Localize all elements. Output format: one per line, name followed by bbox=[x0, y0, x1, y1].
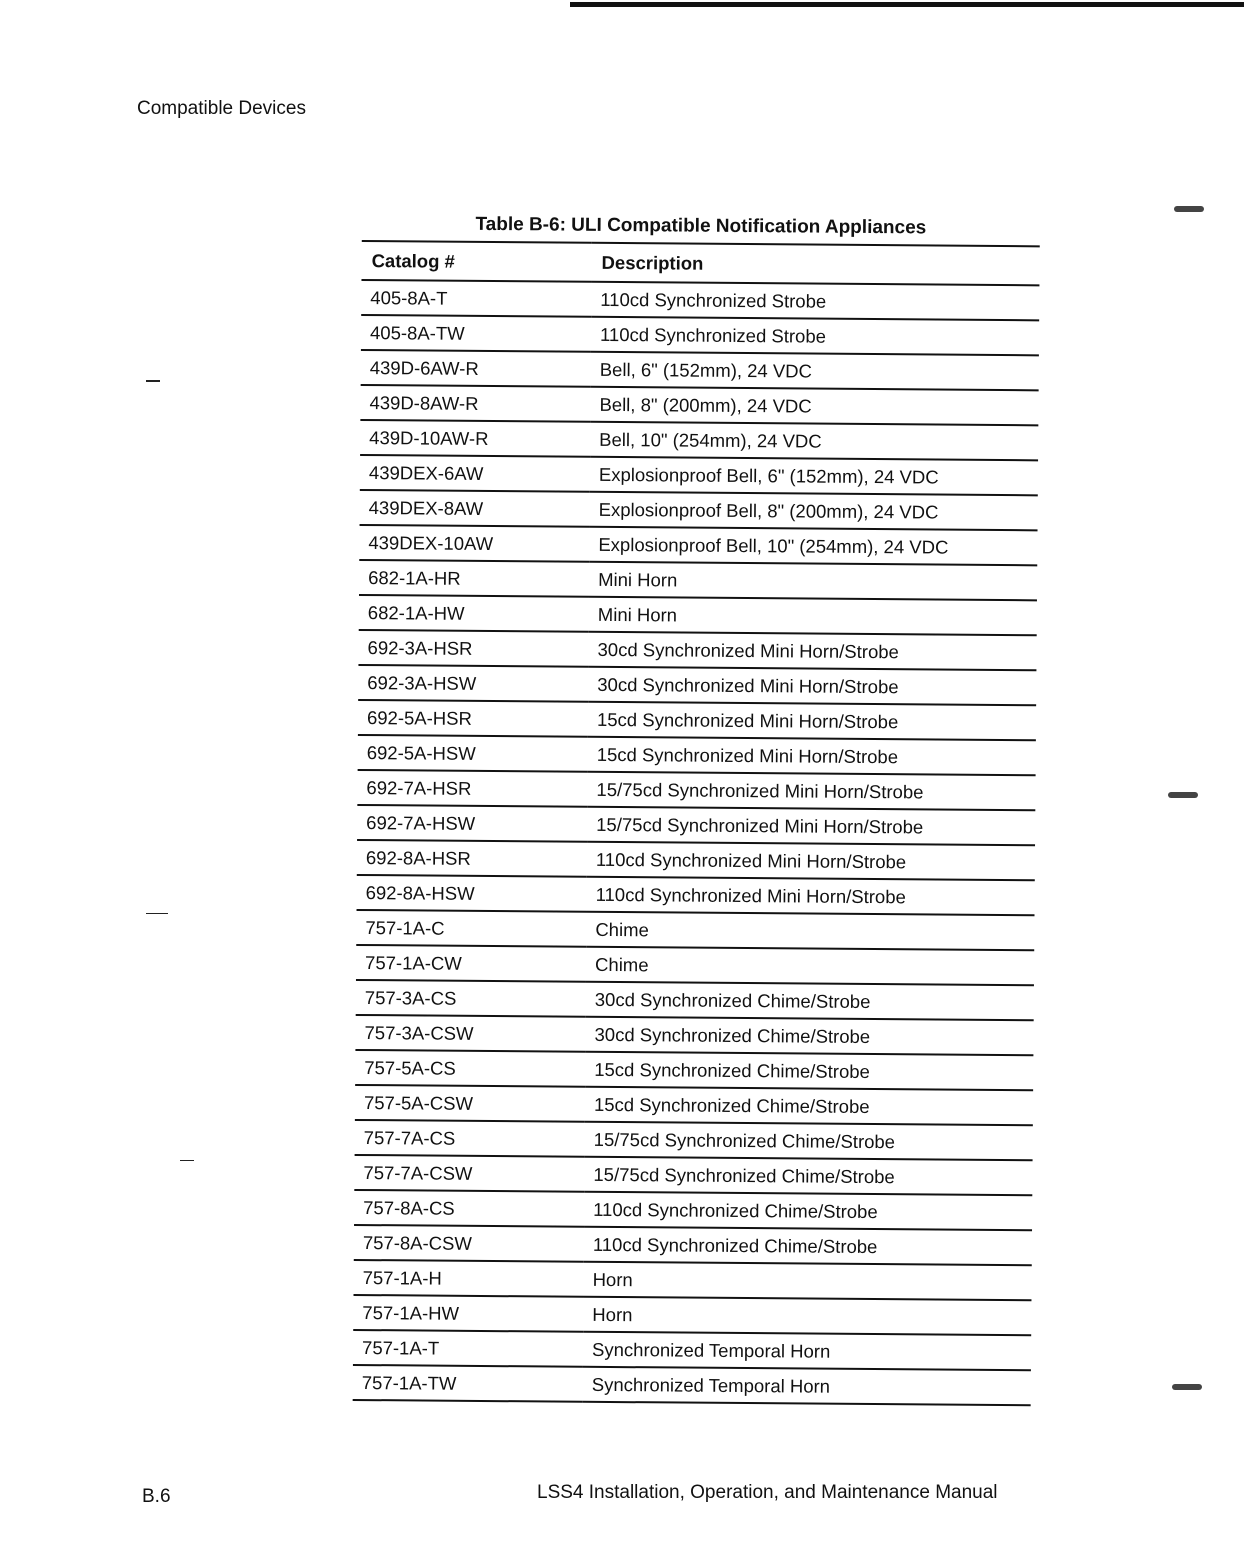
page-number: B.6 bbox=[142, 1486, 171, 1507]
catalog-cell: 439D-6AW-R bbox=[361, 350, 591, 387]
table-row bbox=[358, 630, 1036, 670]
table-row bbox=[354, 1225, 1032, 1265]
table-caption: Table B-6: ULI Compatible Notification Appliances bbox=[475, 213, 927, 239]
description-cell: 15/75cd Synchronized Chime/Strobe bbox=[584, 1157, 1032, 1196]
description-cell: 110cd Synchronized Chime/Strobe bbox=[584, 1227, 1032, 1266]
description-cell: Bell, 10" (254mm), 24 VDC bbox=[590, 422, 1038, 461]
table-row bbox=[361, 315, 1039, 355]
description-cell: Explosionproof Bell, 8" (200mm), 24 VDC bbox=[590, 492, 1038, 531]
description-cell: Chime bbox=[586, 912, 1034, 951]
catalog-cell: 439DEX-10AW bbox=[359, 525, 589, 562]
description-cell: 30cd Synchronized Chime/Strobe bbox=[585, 1017, 1033, 1056]
description-cell: Horn bbox=[583, 1262, 1031, 1301]
description-cell: Chime bbox=[586, 947, 1034, 986]
catalog-cell: 439D-10AW-R bbox=[360, 420, 590, 457]
catalog-cell: 757-1A-C bbox=[356, 910, 586, 947]
table-row bbox=[358, 700, 1036, 740]
catalog-cell: 757-3A-CSW bbox=[355, 1015, 585, 1052]
catalog-cell: 682-1A-HW bbox=[359, 595, 589, 632]
catalog-cell: 757-5A-CSW bbox=[355, 1085, 585, 1122]
table-row bbox=[360, 385, 1038, 425]
description-cell: 15/75cd Synchronized Mini Horn/Strobe bbox=[587, 807, 1035, 846]
description-cell: 30cd Synchronized Mini Horn/Strobe bbox=[588, 667, 1036, 706]
description-cell: 30cd Synchronized Chime/Strobe bbox=[586, 982, 1034, 1021]
catalog-cell: 757-8A-CSW bbox=[354, 1225, 584, 1262]
table-row bbox=[361, 280, 1039, 320]
catalog-cell: 757-7A-CS bbox=[355, 1120, 585, 1157]
table-row bbox=[356, 910, 1034, 950]
catalog-cell: 405-8A-TW bbox=[361, 315, 591, 352]
catalog-cell: 757-7A-CSW bbox=[354, 1155, 584, 1192]
catalog-cell: 692-7A-HSW bbox=[357, 805, 587, 842]
table-row bbox=[358, 735, 1036, 775]
table-row bbox=[353, 1365, 1031, 1405]
description-cell: Bell, 8" (200mm), 24 VDC bbox=[590, 387, 1038, 426]
table-row bbox=[361, 350, 1039, 390]
table-row bbox=[353, 1260, 1031, 1300]
catalog-cell: 692-5A-HSW bbox=[358, 735, 588, 772]
catalog-cell: 692-3A-HSW bbox=[358, 665, 588, 702]
table-row bbox=[360, 420, 1038, 460]
binder-hole-mark bbox=[1168, 792, 1198, 798]
description-cell: 15/75cd Synchronized Chime/Strobe bbox=[585, 1122, 1033, 1161]
catalog-cell: 692-5A-HSR bbox=[358, 700, 588, 737]
table-row bbox=[354, 1190, 1032, 1230]
table-container bbox=[353, 212, 1040, 1406]
column-header-catalog: Catalog # bbox=[361, 241, 591, 282]
column-header-description: Description bbox=[591, 243, 1039, 286]
table-row bbox=[359, 525, 1037, 565]
description-cell: Horn bbox=[583, 1297, 1031, 1336]
top-edge-rule bbox=[570, 0, 1244, 10]
catalog-cell: 439DEX-6AW bbox=[360, 455, 590, 492]
table-row bbox=[353, 1330, 1031, 1370]
description-cell: 15cd Synchronized Chime/Strobe bbox=[585, 1052, 1033, 1091]
catalog-cell: 757-1A-CW bbox=[356, 945, 586, 982]
catalog-cell: 439DEX-8AW bbox=[360, 490, 590, 527]
table-row bbox=[357, 770, 1035, 810]
catalog-cell: 692-8A-HSR bbox=[357, 840, 587, 877]
catalog-cell: 692-8A-HSW bbox=[357, 875, 587, 912]
margin-mark bbox=[146, 913, 168, 914]
catalog-cell: 757-1A-H bbox=[353, 1260, 583, 1297]
table-row bbox=[359, 560, 1037, 600]
catalog-cell: 757-8A-CS bbox=[354, 1190, 584, 1227]
table-row bbox=[353, 1295, 1031, 1335]
description-cell: 110cd Synchronized Chime/Strobe bbox=[584, 1192, 1032, 1231]
description-cell: Synchronized Temporal Horn bbox=[583, 1367, 1031, 1406]
catalog-cell: 757-1A-T bbox=[353, 1330, 583, 1367]
catalog-cell: 757-1A-HW bbox=[353, 1295, 583, 1332]
margin-mark bbox=[180, 1160, 194, 1161]
description-cell: 110cd Synchronized Mini Horn/Strobe bbox=[587, 877, 1035, 916]
appliances-table bbox=[353, 240, 1040, 1406]
description-cell: 15cd Synchronized Mini Horn/Strobe bbox=[588, 737, 1036, 776]
description-cell: 15cd Synchronized Mini Horn/Strobe bbox=[588, 702, 1036, 741]
catalog-cell: 682-1A-HR bbox=[359, 560, 589, 597]
table-row bbox=[360, 455, 1038, 495]
table-row bbox=[357, 840, 1035, 880]
table-row bbox=[355, 1015, 1033, 1055]
section-header: Compatible Devices bbox=[137, 98, 306, 119]
catalog-cell: 757-5A-CS bbox=[355, 1050, 585, 1087]
table-row bbox=[360, 490, 1038, 530]
table-row bbox=[355, 1120, 1033, 1160]
description-cell: Explosionproof Bell, 10" (254mm), 24 VDC bbox=[589, 527, 1037, 566]
table-row bbox=[354, 1155, 1032, 1195]
description-cell: Bell, 6" (152mm), 24 VDC bbox=[591, 352, 1039, 391]
description-cell: 110cd Synchronized Strobe bbox=[591, 317, 1039, 356]
table-row bbox=[355, 1050, 1033, 1090]
description-cell: 30cd Synchronized Mini Horn/Strobe bbox=[588, 632, 1036, 671]
description-cell: Synchronized Temporal Horn bbox=[583, 1332, 1031, 1371]
table-row bbox=[355, 1085, 1033, 1125]
footer-title: LSS4 Installation, Operation, and Maintenance Manual bbox=[537, 1482, 998, 1503]
binder-hole-mark bbox=[1174, 206, 1204, 212]
description-cell: 110cd Synchronized Mini Horn/Strobe bbox=[587, 842, 1035, 881]
description-cell: 110cd Synchronized Strobe bbox=[591, 282, 1039, 321]
catalog-cell: 439D-8AW-R bbox=[360, 385, 590, 422]
table-row bbox=[356, 980, 1034, 1020]
table-row bbox=[357, 805, 1035, 845]
table-row bbox=[357, 875, 1035, 915]
description-cell: 15cd Synchronized Chime/Strobe bbox=[585, 1087, 1033, 1126]
table-header-row bbox=[361, 241, 1039, 285]
description-cell: Mini Horn bbox=[589, 597, 1037, 636]
description-cell: Mini Horn bbox=[589, 562, 1037, 601]
binder-hole-mark bbox=[1172, 1384, 1202, 1390]
description-cell: 15/75cd Synchronized Mini Horn/Strobe bbox=[587, 772, 1035, 811]
margin-mark bbox=[146, 380, 160, 382]
description-cell: Explosionproof Bell, 6" (152mm), 24 VDC bbox=[590, 457, 1038, 496]
table-row bbox=[358, 665, 1036, 705]
table-row bbox=[359, 595, 1037, 635]
catalog-cell: 692-3A-HSR bbox=[358, 630, 588, 667]
table-row bbox=[356, 945, 1034, 985]
catalog-cell: 757-1A-TW bbox=[353, 1365, 583, 1402]
catalog-cell: 692-7A-HSR bbox=[357, 770, 587, 807]
catalog-cell: 757-3A-CS bbox=[356, 980, 586, 1017]
catalog-cell: 405-8A-T bbox=[361, 280, 591, 317]
